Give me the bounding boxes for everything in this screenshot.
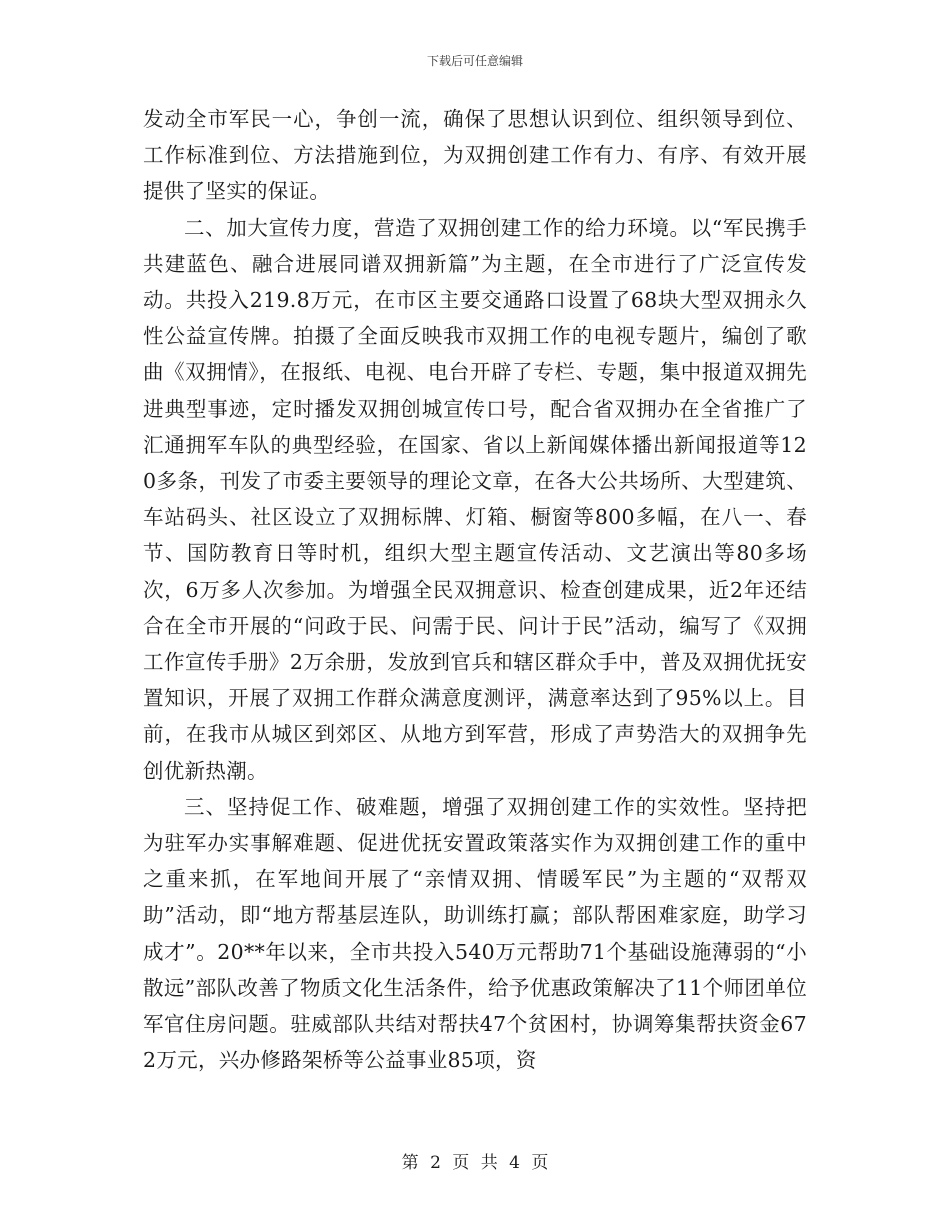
paragraph-practical-work: 三、坚持促工作、破难题，增强了双拥创建工作的实效性。坚持把为驻军办实事解难题、促进优抚安置政策落实作为双拥创建工作的重中之重来抓，在军地间开展了“亲情双拥、情暖军民”为主题的“双帮双助”活动，即“地方帮基层连队，助训练打赢；部队帮困难家庭，助学习成才”。20**年以来，全市共投入540万元帮助71个基础设施薄弱的“小散远”部队改善了物质文化生活条件，给予优惠政策解决了11个师团单位军官住房问题。驻威部队共结对帮扶47个贫困村，协调筹集帮扶资金672万元，兴办修路架桥等公益事业85项，资 [143,794,807,1073]
page-footer: 第 2 页 共 4 页 [401,1153,549,1173]
paragraph-publicity: 二、加大宣传力度，营造了双拥创建工作的给力环境。以“军民携手共建蓝色、融合进展同谱双拥新篇”为主题，在全市进行了广泛宣传发动。共投入219.8万元，在市区主要交通路口设置了68块大型双拥永久性公益宣传牌。拍摄了全面反映我市双拥工作的电视专题片，编创了歌曲《双拥情》，在报纸、电视、电台开辟了专栏、专题，集中报道双拥先进典型事迹，定时播发双拥创城宣传口号，配合省双拥办在全省推广了汇通拥军车队的典型经验，在国家、省以上新闻媒体播出新闻报道等120多条，刊发了市委主要领导的理论文章，在各大公共场所、大型建筑、车站码头、社区设立了双拥标牌、灯箱、橱窗等800多幅，在八一、春节、国防教育日等时机，组织大型主题宣传活动、文艺演出等80多场次，6万多人次参加。为增强全民双拥意识、检查创建成果，近2年还结合在全市开展的“问政于民、问需于民、问计于民”活动，编写了《双拥工作宣传手册》2万余册，发放到官兵和辖区群众手中，普及双拥优抚安置知识，开展了双拥工作群众满意度测评，满意率达到了95%以上。目前，在我市从城区到郊区、从地方到军营，形成了声势浩大的双拥争先创优新热潮。 [143,215,807,783]
paragraph-continuation: 发动全市军民一心，争创一流，确保了思想认识到位、组织领导到位、工作标准到位、方法措施到位，为双拥创建工作有力、有序、有效开展提供了坚实的保证。 [143,107,807,204]
page-header: 下载后可任意编辑 [426,54,523,68]
document-body [143,101,807,1078]
